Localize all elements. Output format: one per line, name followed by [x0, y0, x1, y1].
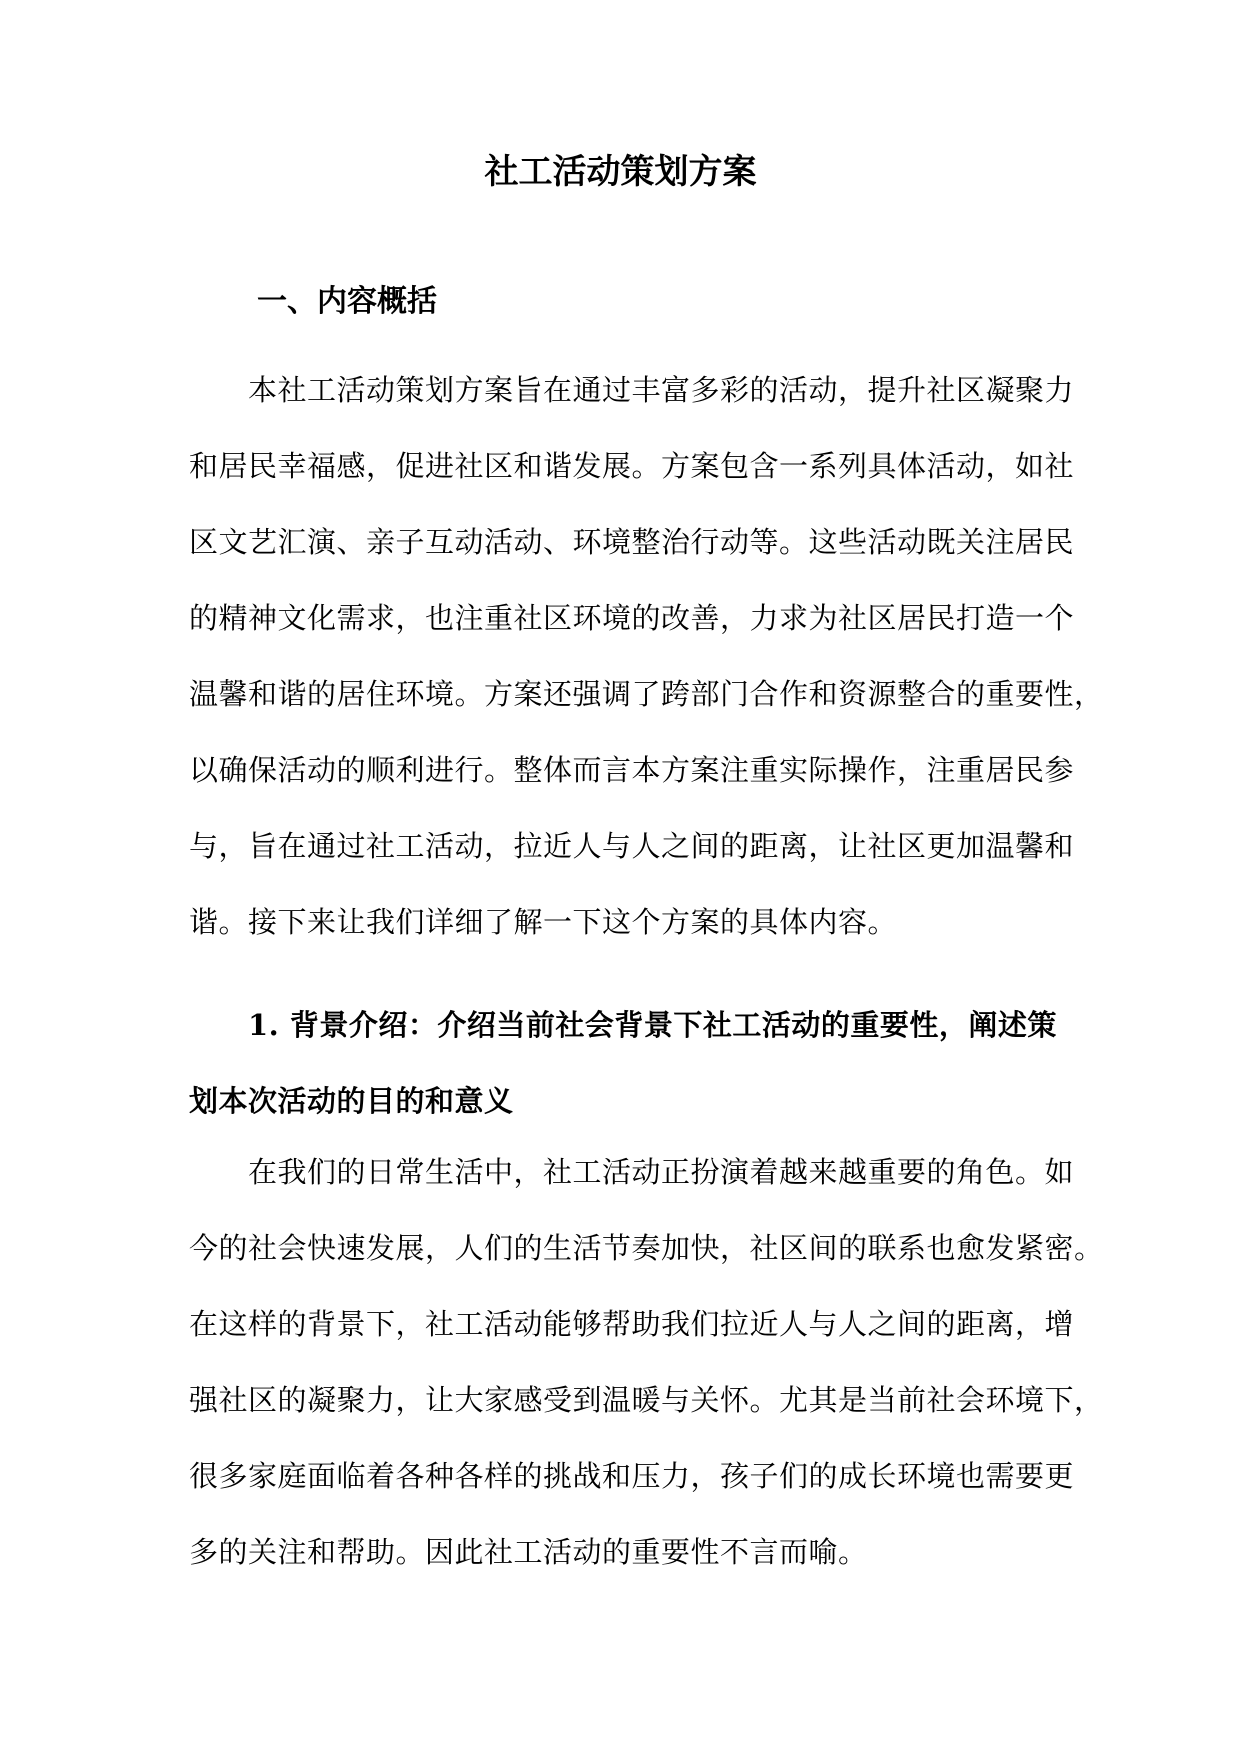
paragraph-line: 在我们的日常生活中，社工活动正扮演着越来越重要的角色。如 — [248, 1155, 1075, 1189]
paragraph-line: 的精神文化需求，也注重社区环境的改善，力求为社区居民打造一个 — [189, 601, 1075, 635]
paragraph-line: 今的社会快速发展，人们的生活节奏加快，社区间的联系也愈发紧密。 — [189, 1231, 1104, 1265]
paragraph-line: 多的关注和帮助。因此社工活动的重要性不言而喻。 — [189, 1535, 868, 1569]
paragraph-line: 温馨和谐的居住环境。方案还强调了跨部门合作和资源整合的重要性， — [189, 677, 1104, 711]
paragraph-line: 以确保活动的顺利进行。整体而言本方案注重实际操作，注重居民参 — [189, 753, 1075, 787]
paragraph-line: 本社工活动策划方案旨在通过丰富多彩的活动，提升社区凝聚力 — [248, 373, 1075, 407]
paragraph-line: 区文艺汇演、亲子互动活动、环境整治行动等。这些活动既关注居民 — [189, 525, 1075, 559]
section-heading: 一、内容概括 — [257, 284, 437, 319]
subsection-heading-line: 划本次活动的目的和意义 — [189, 1084, 514, 1118]
paragraph-line: 和居民幸福感，促进社区和谐发展。方案包含一系列具体活动，如社 — [189, 449, 1075, 483]
paragraph-line: 谐。接下来让我们详细了解一下这个方案的具体内容。 — [189, 905, 898, 939]
paragraph-line: 很多家庭面临着各种各样的挑战和压力，孩子们的成长环境也需要更 — [189, 1459, 1075, 1493]
paragraph-line: 与，旨在通过社工活动，拉近人与人之间的距离，让社区更加温馨和 — [189, 829, 1075, 863]
subsection-heading — [189, 987, 1055, 1139]
subsection-heading-line: 1. 背景介绍：介绍当前社会背景下社工活动的重要性，阐述策 — [248, 1008, 1057, 1042]
document-title: 社工活动策划方案 — [484, 152, 757, 192]
paragraph-line: 在这样的背景下，社工活动能够帮助我们拉近人与人之间的距离，增 — [189, 1307, 1075, 1341]
summary-paragraph — [189, 352, 1104, 960]
paragraph-line: 强社区的凝聚力，让大家感受到温暖与关怀。尤其是当前社会环境下， — [189, 1383, 1104, 1417]
background-paragraph — [189, 1134, 1104, 1590]
